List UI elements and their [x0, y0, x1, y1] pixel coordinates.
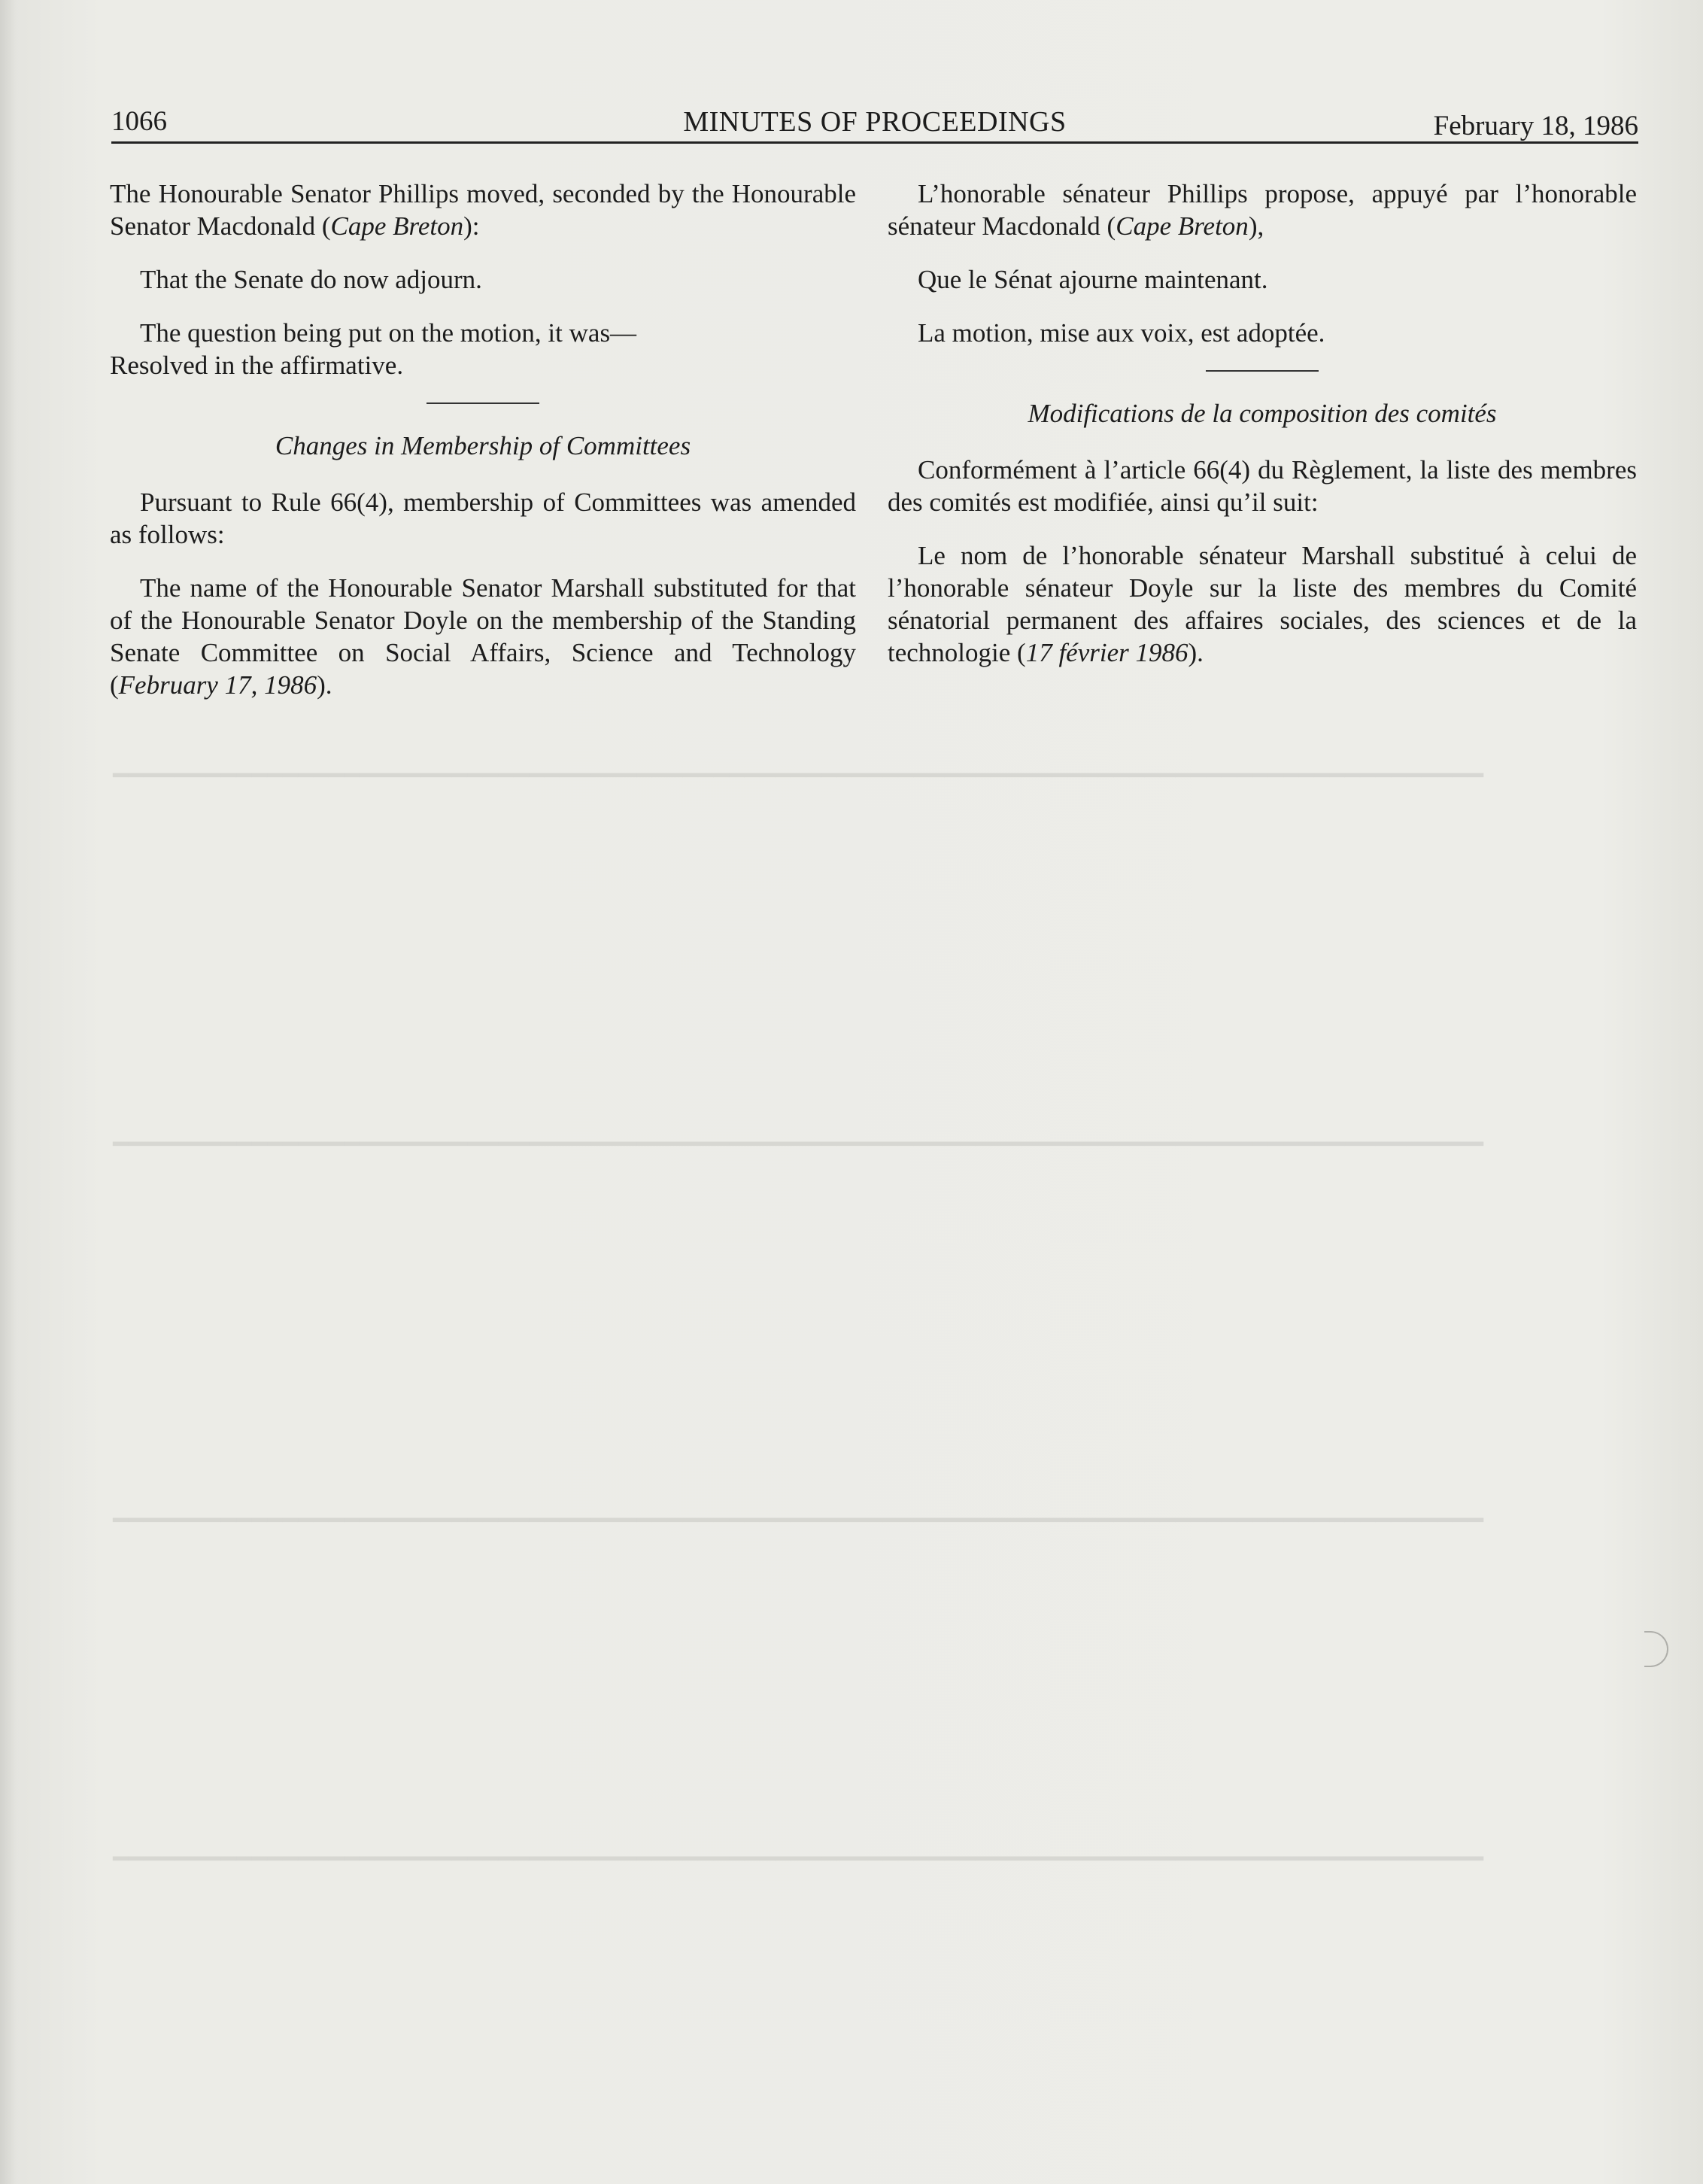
question-result: The question being put on the motion, it was— Resolved in the affirmative. [110, 318, 637, 380]
page-date: February 18, 1986 [1433, 111, 1638, 141]
motion-text: That the Senate do now adjourn. [140, 265, 482, 294]
section-divider [1206, 370, 1319, 372]
motion-paragraph: L’honorable sénateur Phillips propose, appuyé par l’honorable sénateur Macdonald (Cape Breton), [888, 179, 1637, 241]
french-column [888, 178, 1637, 690]
substitution-paragraph: Le nom de l’honorable sénateur Marshall substitué à celui de l’honorable sénateur Doyle sur la liste des membres du Comité sénatorial permanent des affaires sociales, des sciences et de la technologie (17 février 1986). [888, 541, 1637, 667]
bleed-through: ━━━━━━━━━━━━━━━━━━━━━━━━━━━━━━━━━━━━━━━━━━━━━━━━━━━━━━━━━━━━━━━━━━━━━━━━━━━━━━━━━━━━━━━━━ [113, 1845, 1483, 1873]
bleed-through: ━━━━━━━━━━━━━━━━━━━━━━━━━━━━━━━━━━━━━━━━━━━━━━━━━━━━━━━━━━━━━━━━━━━━━━━━━━━━━━━━━━━━━━━━━ [113, 1507, 1483, 1535]
substitution-paragraph: The name of the Honourable Senator Marshall substituted for that of the Honourable Senator Doyle on the membership of the Standing Senate Committee on Social Affairs, Science and Technology (February 17, 1986). [110, 573, 856, 700]
page-edge-shadow [0, 0, 17, 2184]
question-result: La motion, mise aux voix, est adoptée. [918, 318, 1325, 348]
page-header [111, 105, 1638, 144]
english-column [110, 178, 856, 722]
bleed-through: ━━━━━━━━━━━━━━━━━━━━━━━━━━━━━━━━━━━━━━━━━━━━━━━━━━━━━━━━━━━━━━━━━━━━━━━━━━━━━━━━━━━━━━━━━ [113, 762, 1483, 790]
motion-paragraph: The Honourable Senator Phillips moved, seconded by the Honourable Senator Macdonald (Cape Breton): [110, 179, 856, 241]
page-title: MINUTES OF PROCEEDINGS [683, 106, 1067, 138]
rule-paragraph: Pursuant to Rule 66(4), membership of Committees was amended as follows: [110, 488, 856, 549]
section-heading: Modifications de la composition des comités [1028, 399, 1497, 428]
section-heading: Changes in Membership of Committees [275, 431, 691, 460]
margin-mark [1644, 1631, 1668, 1667]
bleed-through: ━━━━━━━━━━━━━━━━━━━━━━━━━━━━━━━━━━━━━━━━━━━━━━━━━━━━━━━━━━━━━━━━━━━━━━━━━━━━━━━━━━━━━━━━━ [113, 1131, 1483, 1159]
rule-paragraph: Conformément à l’article 66(4) du Règlement, la liste des membres des comités est modifiée, ainsi qu’il suit: [888, 455, 1637, 517]
section-divider [427, 402, 539, 404]
motion-text: Que le Sénat ajourne maintenant. [918, 265, 1268, 294]
page-number: 1066 [111, 106, 167, 137]
